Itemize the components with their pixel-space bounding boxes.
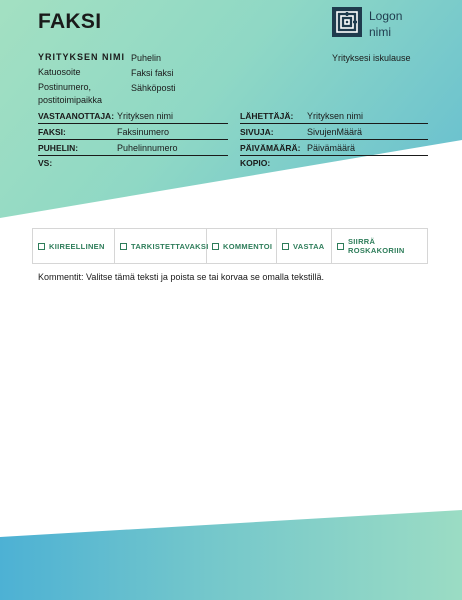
checkbox-label: SIIRRÄ ROSKAKORIIN	[348, 237, 405, 255]
company-slogan: Yrityksesi iskulause	[332, 53, 411, 63]
postal-address: Postinumero, postitoimipaikka	[38, 82, 103, 105]
to-value[interactable]: Yrityksen nimi	[117, 111, 174, 121]
checkbox-label: KIIREELLINEN	[49, 241, 105, 251]
date-label: PÄIVÄMÄÄRÄ:	[240, 143, 301, 153]
row-divider	[240, 155, 428, 156]
checkbox-urgent[interactable]	[33, 229, 115, 263]
phone-value[interactable]: Puhelinnumero	[117, 143, 178, 153]
checkbox-label: TARKISTETTAVAKSI	[131, 241, 209, 251]
from-value[interactable]: Yrityksen nimi	[307, 111, 364, 121]
cc-label: KOPIO:	[240, 158, 271, 168]
fax-value[interactable]: Faksinumero	[117, 127, 170, 137]
row-divider	[240, 139, 428, 140]
fax-label: FAKSI:	[38, 127, 66, 137]
logo-line-2: nimi	[369, 25, 392, 39]
checkbox-row	[32, 228, 428, 264]
logo-line-1: Logon	[369, 9, 403, 23]
company-name: YRITYKSEN NIMI	[38, 52, 126, 62]
checkbox-icon[interactable]	[212, 243, 219, 250]
sender-fax: Faksi faksi	[131, 68, 174, 78]
phone-label: PUHELIN:	[38, 143, 79, 153]
sender-email: Sähköposti	[131, 83, 176, 93]
re-label: VS:	[38, 158, 53, 168]
checkbox-review[interactable]	[115, 229, 207, 263]
row-divider	[240, 123, 428, 124]
row-divider	[38, 139, 228, 140]
logo-maze-icon	[332, 7, 362, 37]
row-divider	[38, 155, 228, 156]
checkbox-label: KOMMENTOI	[223, 241, 273, 251]
date-value[interactable]: Päivämäärä	[307, 143, 356, 153]
checkbox-reply[interactable]	[277, 229, 332, 263]
street-address: Katuosoite	[38, 67, 81, 77]
comments-text[interactable]: Kommentit: Valitse tämä teksti ja poista se tai korvaa se omalla tekstillä.	[38, 272, 324, 282]
from-label: LÄHETTÄJÄ:	[240, 111, 294, 121]
checkbox-label: VASTAA	[293, 241, 325, 251]
checkbox-icon[interactable]	[337, 243, 344, 250]
fax-title: FAKSI	[38, 10, 102, 33]
checkbox-comment[interactable]	[207, 229, 277, 263]
sender-phone: Puhelin	[131, 53, 162, 63]
to-label: VASTAANOTTAJA:	[38, 111, 115, 121]
checkbox-recycle[interactable]	[332, 229, 427, 263]
logo-name	[369, 8, 429, 40]
checkbox-icon[interactable]	[38, 243, 45, 250]
checkbox-icon[interactable]	[282, 243, 289, 250]
pages-label: SIVUJA:	[240, 127, 274, 137]
checkbox-icon[interactable]	[120, 243, 127, 250]
row-divider	[38, 123, 228, 124]
pages-value[interactable]: SivujenMäärä	[307, 127, 363, 137]
